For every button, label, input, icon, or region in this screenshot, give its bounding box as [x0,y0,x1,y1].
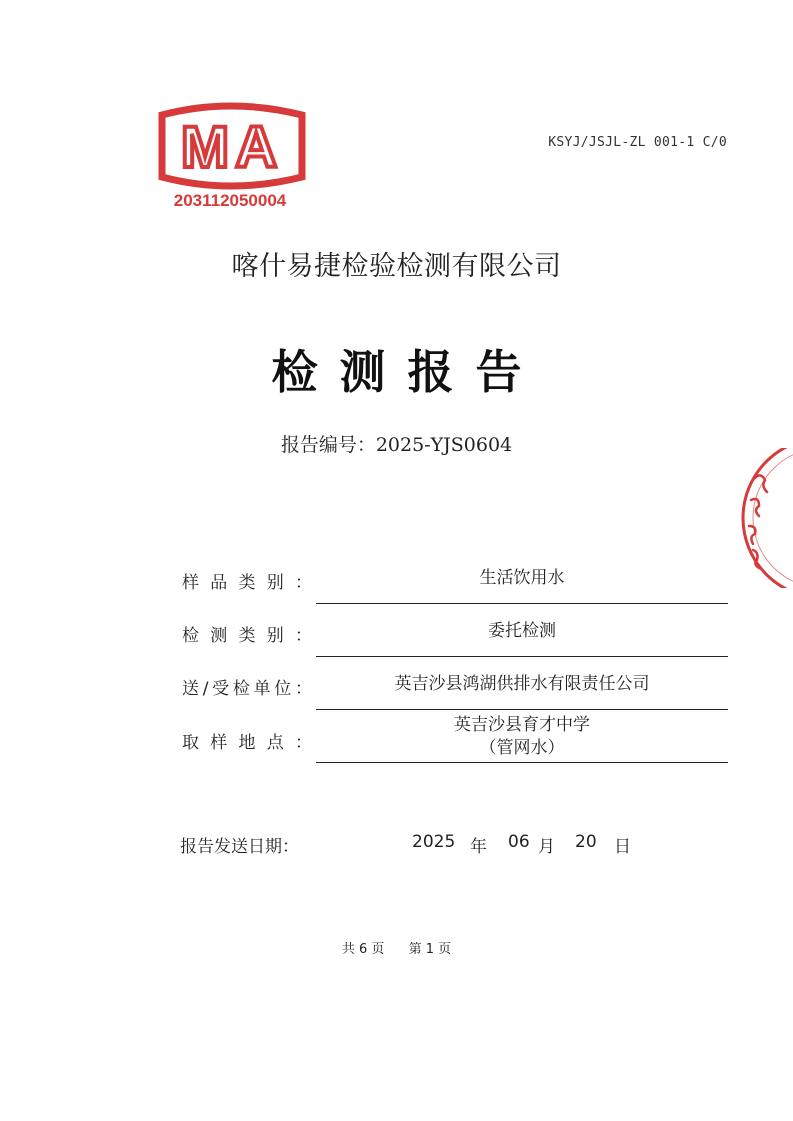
send-date-month-unit: 月 [538,837,555,857]
report-number: 报告编号：2025-YJS0604 [280,434,513,456]
send-date-day-unit: 日 [614,837,631,857]
send-date-label: 报告发送日期： [180,837,299,857]
total-pages: 共 6 页 [341,942,385,957]
send-date-month: 06 [508,832,530,852]
test-category-value: 委托检测 [488,621,556,641]
submitting-unit-value: 英吉沙县鸿湖供排水有限责任公司 [394,674,650,694]
ma-seal-letters: MA [180,115,284,180]
page-info [0,938,793,957]
ma-seal [150,95,310,215]
sampling-location-label: 取样地点： [182,733,312,753]
test-category-label: 检测类别： [182,626,312,646]
sample-category-underline [316,603,728,604]
official-seal-partial [733,448,793,588]
sampling-location-value: 英吉沙县育才中学 [454,715,590,735]
sampling-location-value-sub: （管网水） [479,738,565,758]
send-date-year-unit: 年 [470,837,487,857]
report-title: 检测报告 [271,345,544,399]
ma-seal-number: 203112050004 [173,191,287,210]
submitting-unit-label: 送/受检单位： [182,679,312,699]
current-page: 第 1 页 [408,942,452,957]
sample-category-value: 生活饮用水 [479,568,565,588]
send-date-year: 2025 [412,832,456,852]
sample-category-label: 样品类别： [182,573,312,593]
official-seal-ring [743,448,793,588]
test-category-underline [316,656,728,657]
company-name: 喀什易捷检验检测有限公司 [231,251,562,282]
submitting-unit-underline [316,709,728,710]
sampling-location-underline [316,762,728,763]
send-date-day: 20 [575,832,597,852]
document-code: KSYJ/JSJL-ZL 001-1 C/0 [548,135,727,150]
